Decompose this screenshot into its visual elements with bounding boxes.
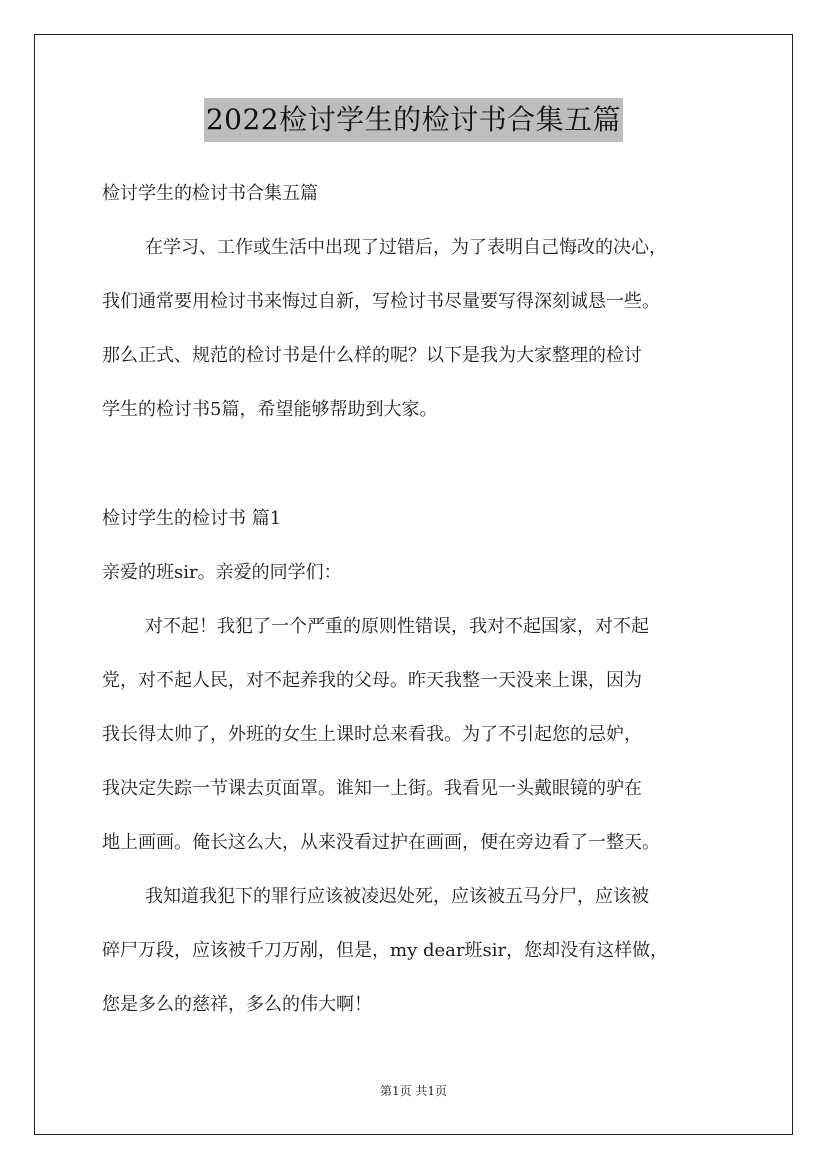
title-container: [0, 98, 827, 142]
intro-line-2: 我们通常要用检讨书来悔过自新，写检讨书尽量要写得深刻诚恳一些。: [102, 291, 660, 312]
document-title: 2022检讨学生的检讨书合集五篇: [204, 98, 623, 142]
subtitle: 检讨学生的检讨书合集五篇: [102, 183, 318, 204]
intro-line-4: 学生的检讨书5篇，希望能够帮助到大家。: [102, 399, 438, 420]
para1-line-3: 我长得太帅了，外班的女生上课时总来看我。为了不引起您的忌妒，: [102, 724, 642, 745]
section-heading: 检讨学生的检讨书 篇1: [102, 508, 282, 529]
intro-line-3: 那么正式、规范的检讨书是什么样的呢？以下是我为大家整理的检讨: [102, 345, 642, 366]
para2-line-1: 我知道我犯下的罪行应该被凌迟处死，应该被五马分尸，应该被: [145, 886, 649, 907]
para1-line-2: 党，对不起人民，对不起养我的父母。昨天我整一天没来上课，因为: [102, 670, 642, 691]
para1-line-1: 对不起！我犯了一个严重的原则性错误，我对不起国家，对不起: [145, 616, 649, 637]
page-footer: 第1页 共1页: [379, 1084, 448, 1098]
para2-line-3: 您是多么的慈祥，多么的伟大啊！: [102, 994, 372, 1015]
para1-line-5: 地上画画。俺长这么大，从来没看过护在画画，便在旁边看了一整天。: [102, 832, 660, 853]
para2-line-2: 碎尸万段，应该被千刀万剐，但是，my dear班sir，您却没有这样做，: [102, 940, 669, 961]
intro-line-1: 在学习、工作或生活中出现了过错后，为了表明自己悔改的决心，: [145, 237, 667, 258]
salutation: 亲爱的班sir。亲爱的同学们：: [102, 562, 342, 583]
para1-line-4: 我决定失踪一节课去页面罩。谁知一上街。我看见一头戴眼镜的驴在: [102, 778, 642, 799]
